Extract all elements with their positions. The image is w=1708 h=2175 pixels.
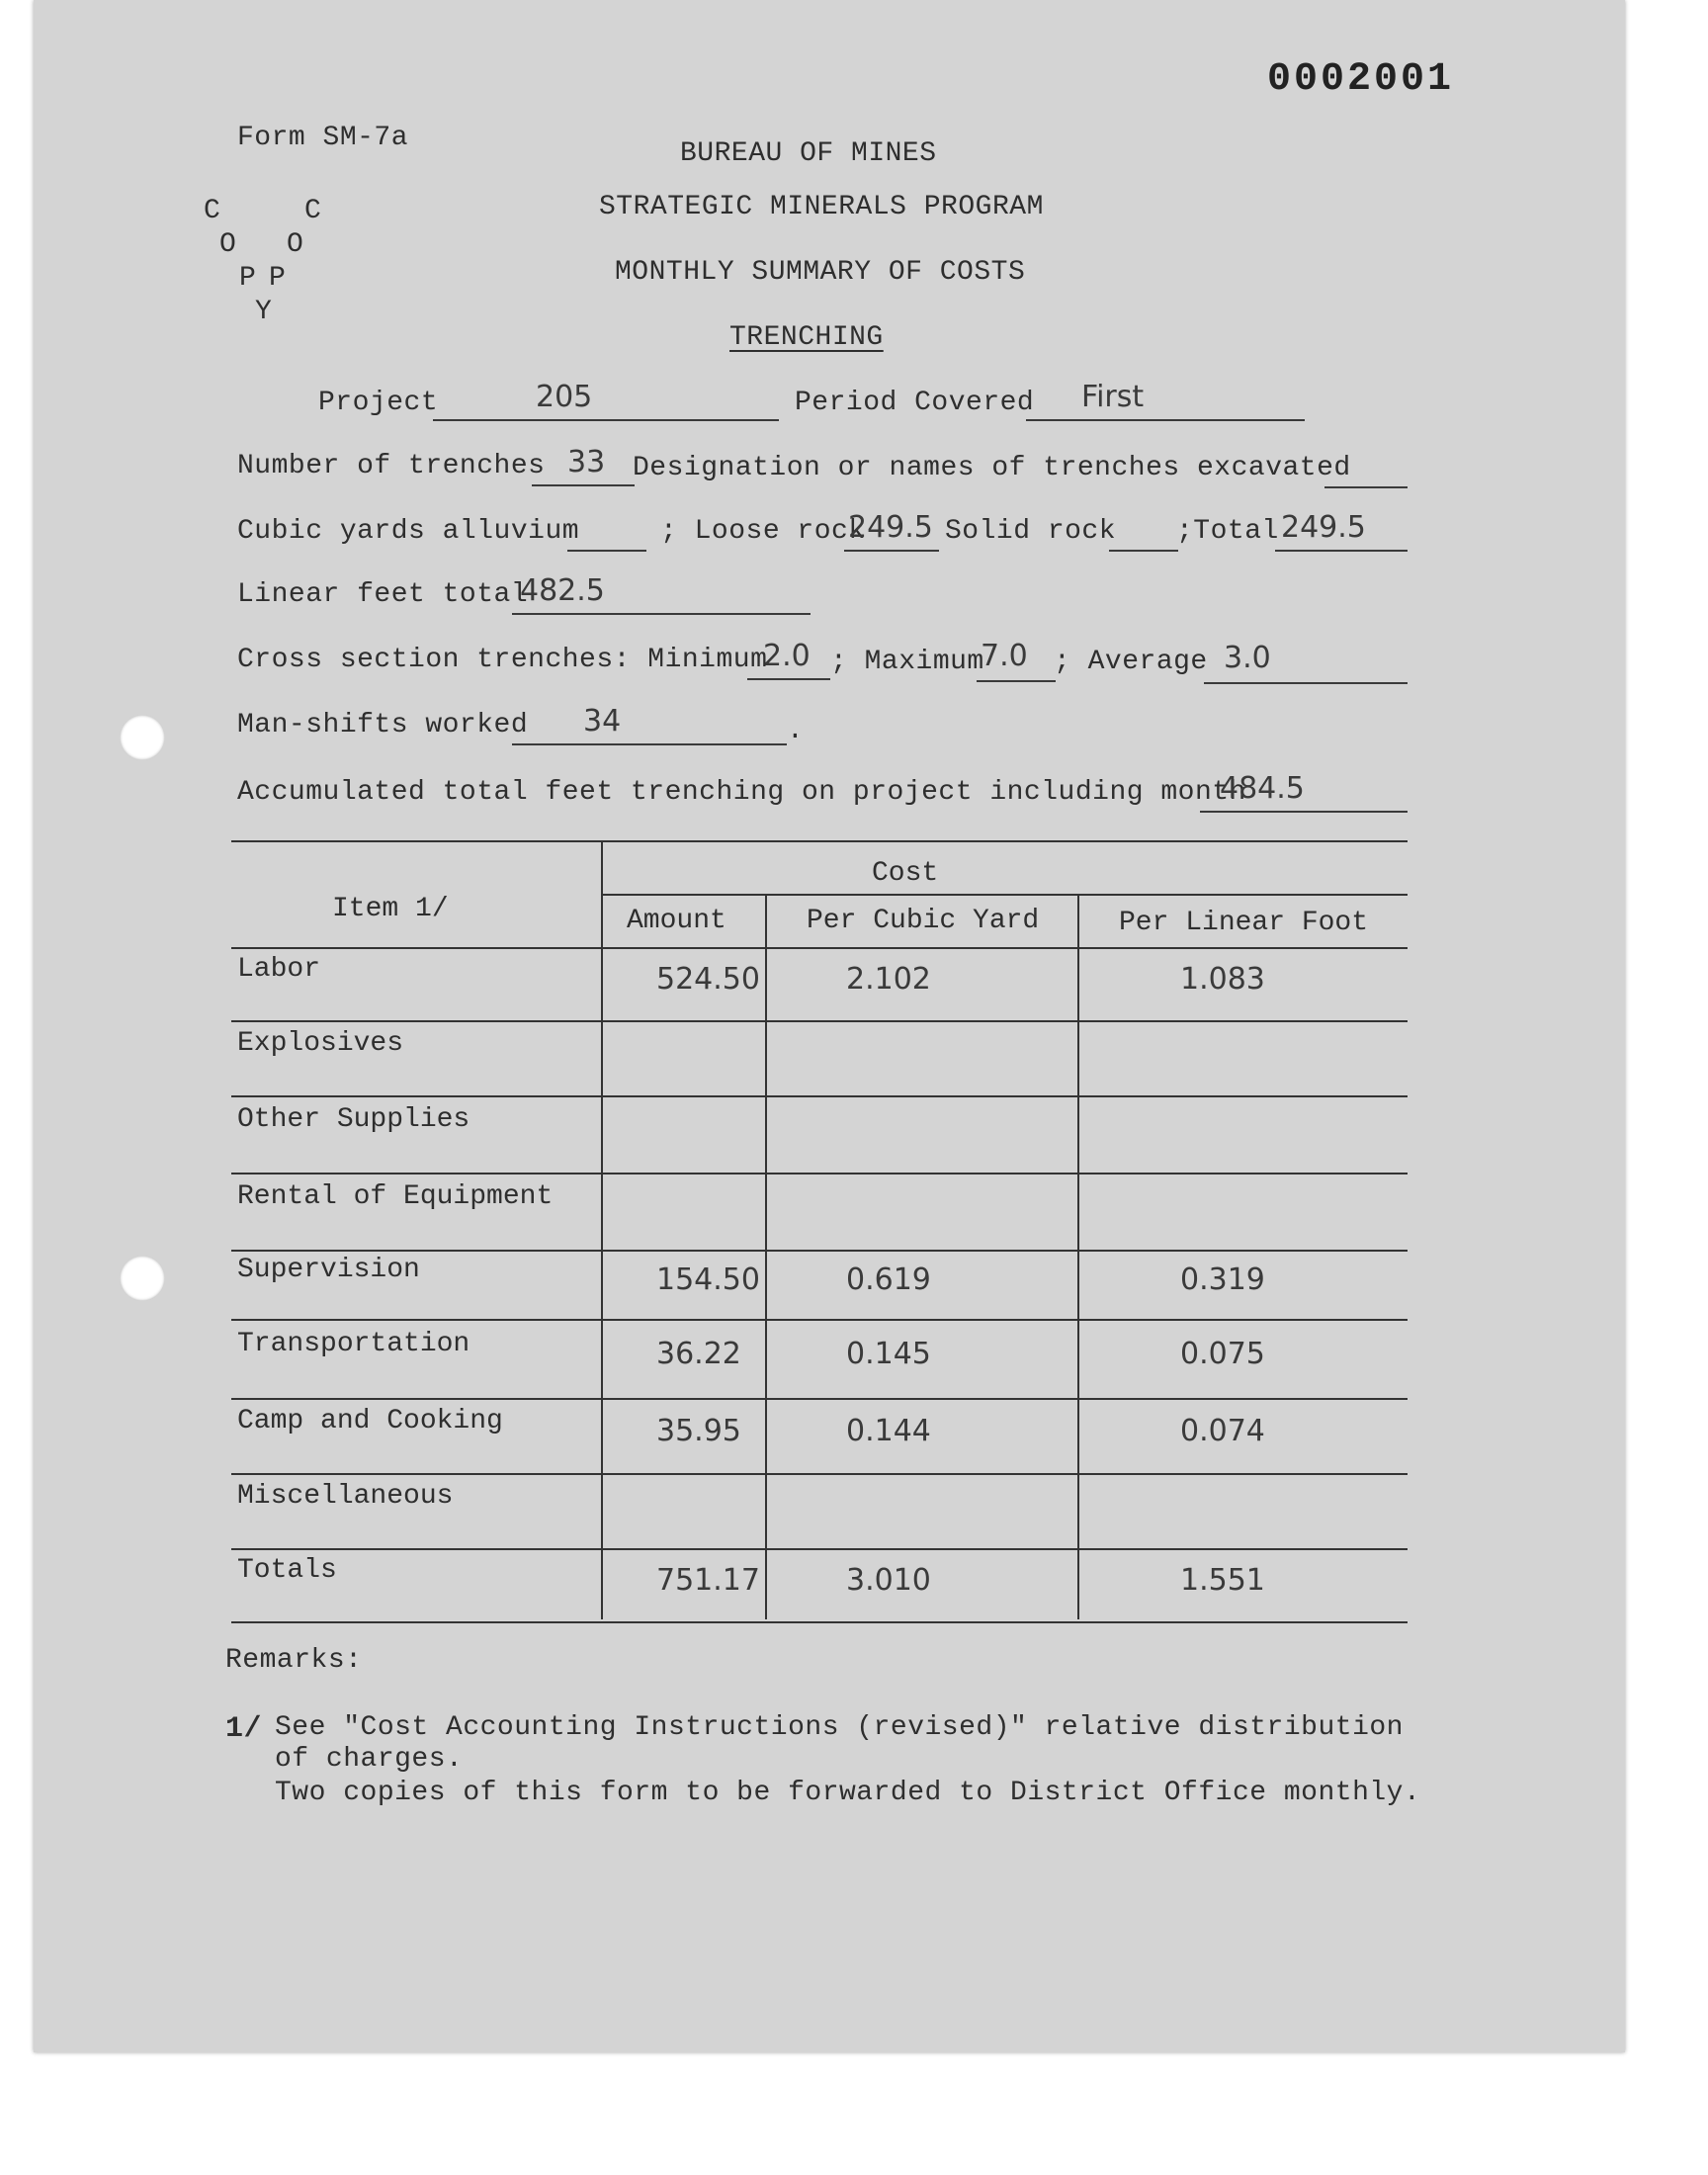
designation-blank	[1324, 486, 1408, 488]
row-item-label: Supervision	[237, 1255, 420, 1285]
manshifts-period: .	[787, 716, 805, 746]
remarks-label: Remarks:	[225, 1645, 363, 1676]
max-label: ; Maximum	[830, 647, 984, 677]
manshifts-label: Man-shifts worked	[237, 710, 529, 740]
copy-mark-o1: O	[219, 229, 237, 260]
period-value: First	[1081, 380, 1145, 414]
row-rule	[231, 1548, 1408, 1550]
copy-mark-y: Y	[255, 297, 273, 327]
cubic-label: Cubic yards alluvium	[237, 516, 580, 547]
copy-mark-c2: C	[304, 196, 322, 226]
loose-rock-blank	[844, 550, 939, 552]
footnote-marker: 1/	[225, 1712, 263, 1746]
row-per-linear-foot-value: 1.083	[1180, 962, 1265, 997]
form-title: MONTHLY SUMMARY OF COSTS	[615, 257, 1026, 288]
row-rule	[231, 1319, 1408, 1321]
row-item-label: Rental of Equipment	[237, 1181, 554, 1212]
footnote-line-3: Two copies of this form to be forwarded to District Office monthly.	[275, 1778, 1421, 1808]
row-item-label: Transportation	[237, 1329, 470, 1359]
item-column-header: Item 1/	[332, 894, 449, 924]
total-blank	[1275, 550, 1408, 552]
row-rule	[231, 1250, 1408, 1252]
designation-label: Designation or names of trenches excavated	[633, 453, 1351, 483]
row-rule	[231, 1095, 1408, 1097]
row-rule	[231, 1398, 1408, 1400]
amount-column-divider	[765, 894, 767, 1619]
trenches-blank	[532, 484, 635, 486]
column-header-rule	[231, 947, 1408, 949]
solid-rock-blank	[1109, 550, 1178, 552]
row-amount-value: 524.50	[656, 962, 760, 997]
manshifts-blank	[512, 743, 787, 745]
cost-header-rule	[601, 894, 1408, 896]
per-linear-foot-column-header: Per Linear Foot	[1119, 908, 1369, 938]
alluvium-blank	[567, 550, 646, 552]
row-item-label: Miscellaneous	[237, 1481, 454, 1512]
row-per-linear-foot-value: 0.075	[1180, 1337, 1265, 1371]
accumulated-label: Accumulated total feet trenching on project including month	[237, 777, 1246, 808]
row-item-label: Labor	[237, 954, 321, 985]
copy-mark-o2: O	[287, 229, 304, 260]
row-rule	[231, 1173, 1408, 1174]
row-rule	[231, 1020, 1408, 1022]
row-amount-value: 154.50	[656, 1262, 760, 1297]
row-item-label: Other Supplies	[237, 1104, 470, 1135]
max-value: 7.0	[981, 639, 1028, 673]
row-per-linear-foot-value: 1.551	[1180, 1563, 1265, 1598]
linear-label: Linear feet total	[237, 579, 529, 610]
loose-rock-value: 249.5	[848, 510, 933, 545]
row-per-cubic-yard-value: 0.145	[846, 1337, 931, 1371]
trenches-value: 33	[567, 445, 606, 479]
form-subtitle: TRENCHING	[729, 322, 884, 353]
row-amount-value: 751.17	[656, 1563, 760, 1598]
row-per-linear-foot-value: 0.319	[1180, 1262, 1265, 1297]
manshifts-value: 34	[583, 704, 622, 739]
cubic-yard-column-divider	[1077, 894, 1079, 1619]
agency-title: BUREAU OF MINES	[680, 138, 937, 169]
min-value: 2.0	[763, 639, 811, 673]
per-cubic-yard-column-header: Per Cubic Yard	[807, 906, 1040, 936]
period-blank	[1026, 419, 1305, 421]
row-item-label: Explosives	[237, 1028, 404, 1059]
row-item-label: Camp and Cooking	[237, 1406, 503, 1436]
cost-group-header: Cost	[872, 858, 939, 889]
item-column-divider	[601, 840, 603, 1619]
row-per-cubic-yard-value: 0.619	[846, 1262, 931, 1297]
avg-blank	[1204, 682, 1408, 684]
row-per-linear-foot-value: 0.074	[1180, 1414, 1265, 1448]
amount-column-header: Amount	[627, 906, 726, 936]
trenches-label: Number of trenches	[237, 451, 546, 481]
project-blank	[433, 419, 779, 421]
max-blank	[977, 680, 1056, 682]
program-title: STRATEGIC MINERALS PROGRAM	[599, 192, 1044, 222]
row-item-label: Totals	[237, 1555, 337, 1586]
avg-label: ; Average	[1054, 647, 1208, 677]
punch-hole-bottom	[120, 1256, 165, 1301]
cross-section-label: Cross section trenches: Minimum	[237, 645, 768, 675]
total-label: ;Total	[1176, 516, 1279, 547]
min-blank	[747, 678, 830, 680]
form-id: Form SM-7a	[237, 123, 409, 153]
avg-value: 3.0	[1224, 641, 1271, 675]
document-number: 0002001	[1267, 57, 1455, 102]
linear-value: 482.5	[520, 573, 605, 608]
accumulated-value: 484.5	[1220, 771, 1305, 806]
punch-hole-top	[120, 715, 165, 760]
row-rule	[231, 1473, 1408, 1475]
period-label: Period Covered	[795, 388, 1035, 418]
copy-mark-c1: C	[204, 196, 221, 226]
loose-rock-label: ; Loose rock	[660, 516, 866, 547]
row-amount-value: 35.95	[656, 1414, 741, 1448]
copy-mark-p2: P	[269, 263, 287, 294]
linear-blank	[512, 613, 811, 615]
row-per-cubic-yard-value: 0.144	[846, 1414, 931, 1448]
solid-rock-label: Solid rock	[945, 516, 1117, 547]
project-value: 205	[536, 380, 593, 414]
project-label: Project	[318, 388, 439, 418]
row-per-cubic-yard-value: 3.010	[846, 1563, 931, 1598]
table-top-rule	[231, 840, 1408, 842]
footnote-line-2: of charges.	[275, 1744, 464, 1775]
row-rule	[231, 1621, 1408, 1623]
accumulated-blank	[1200, 811, 1408, 813]
copy-mark-p1: P	[239, 263, 257, 294]
total-value: 249.5	[1281, 510, 1366, 545]
row-amount-value: 36.22	[656, 1337, 741, 1371]
footnote-line-1: See "Cost Accounting Instructions (revised)" relative distribution	[275, 1712, 1404, 1743]
row-per-cubic-yard-value: 2.102	[846, 962, 931, 997]
form-page	[34, 0, 1625, 2052]
